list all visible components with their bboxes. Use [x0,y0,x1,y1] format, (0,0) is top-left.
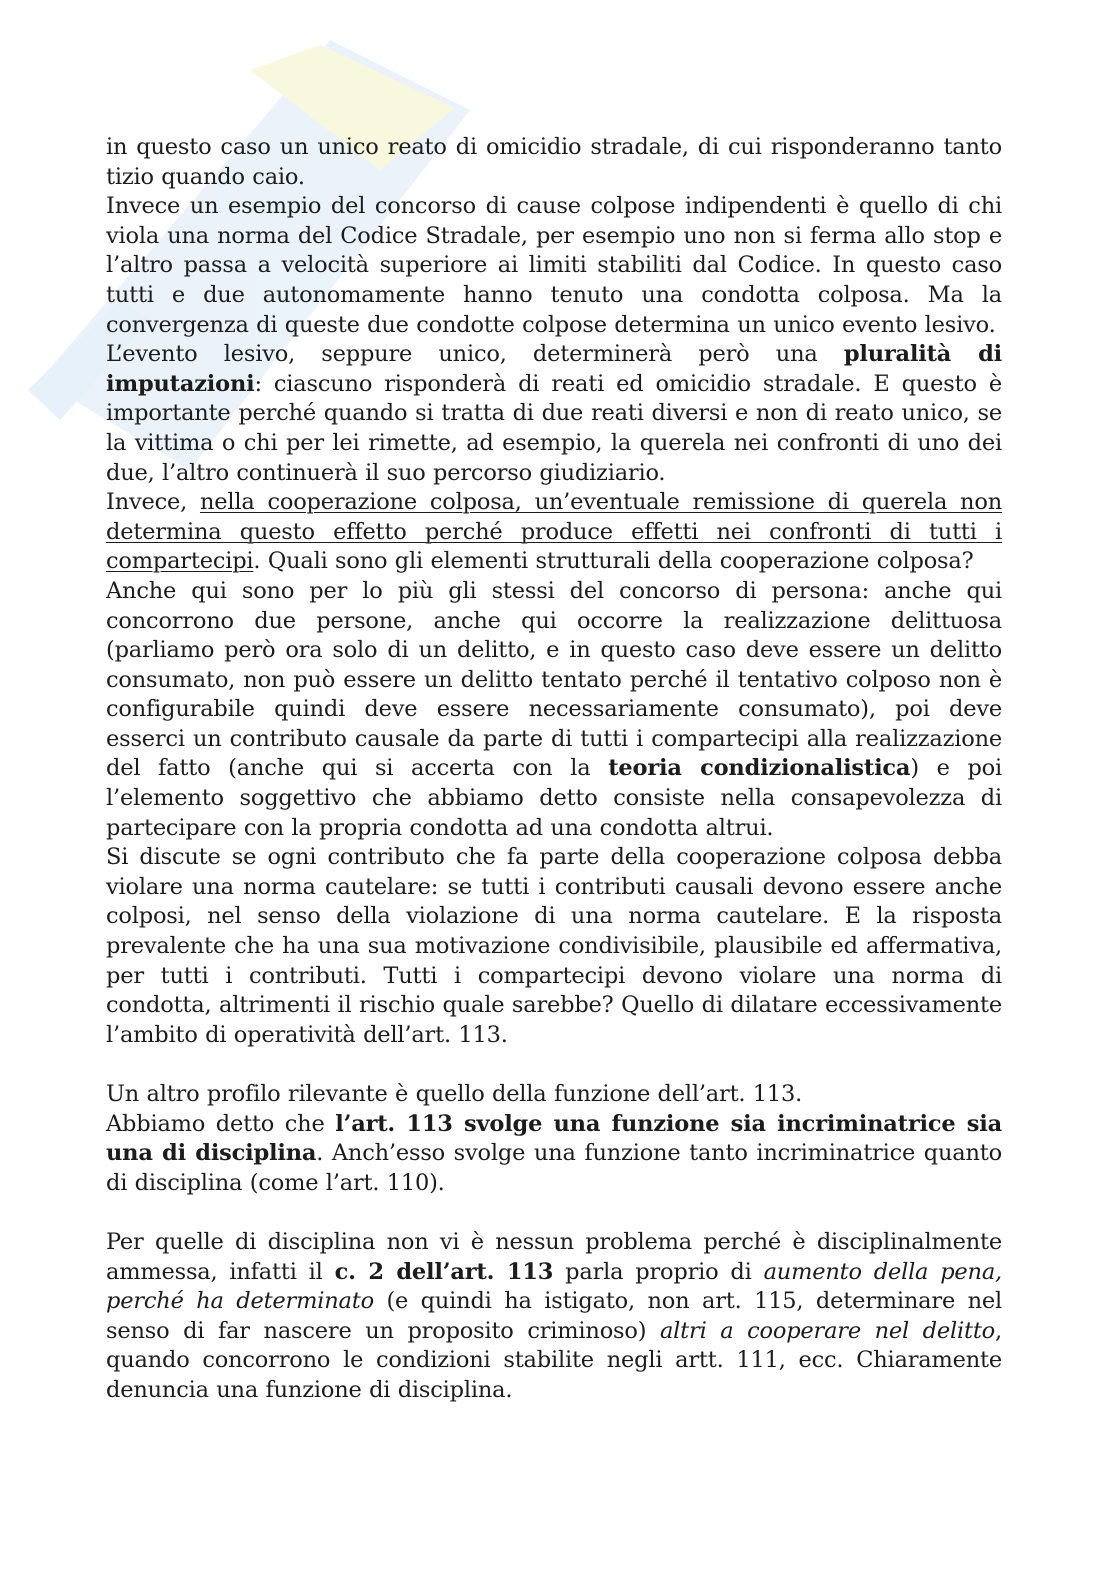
paragraph-9-italic-2: altri a cooperare nel delitto [659,1317,996,1344]
paragraph-3 [106,340,1002,488]
paragraph-4-text-2: . Quali sono gli elementi strutturali della cooperazione colposa? [253,548,974,575]
paragraph-9-text-1: Per quelle di disciplina non vi è nessun problema perché è disciplinalmente ammessa, infatti il [106,1228,1002,1285]
paragraph-1: in questo caso un unico reato di omicidio stradale, di cui risponderanno tanto tizio quando caio. [106,134,1002,190]
paragraph-9-bold: c. 2 dell’art. 113 [334,1258,554,1285]
paragraph-5-bold: teoria condizionalistica [608,755,911,782]
paragraph-5 [106,577,1002,843]
paragraph-4 [106,488,1002,577]
paragraph-3-text-2: : ciascuno risponderà di reati ed omicidio stradale. E questo è importante perché quando si tratta di due reati diversi e non di reato unico, se la vittima o chi per lei rimette, ad esempio, la querela nei confronti di uno dei due, l’altro continuerà il suo percorso giudiziario. [106,370,1002,486]
paragraph-3-text-1: L’evento lesivo, seppure unico, determinerà però una [106,341,844,368]
paragraph-9-text-2: parla proprio di [553,1258,764,1285]
paragraph-9 [106,1228,1002,1406]
paragraph-2: Invece un esempio del concorso di cause colpose indipendenti è quello di chi viola una norma del Codice Stradale, per esempio uno non si ferma allo stop e l’altro passa a velocità superiore ai limiti stabiliti dal Codice. In questo caso tutti e due autonomamente hanno tenuto una condotta colposa. Ma la convergenza di queste due condotte colpose determina un unico evento lesivo. [106,193,1002,338]
paragraph-9-italic-1: aumento della pena, perché ha determinato [106,1258,1002,1315]
paragraph-8-text-2: . Anch’esso svolge una funzione tanto incriminatrice quanto di disciplina (come l’art. 110). [106,1140,1002,1196]
document-body [106,133,1002,1406]
paragraph-8-bold: l’art. 113 svolge una funzione sia incriminatrice sia una di disciplina [106,1110,1002,1167]
paragraph-3-bold: pluralità di imputazioni [106,341,1002,397]
paragraph-4-underlined: nella cooperazione colposa, un’eventuale remissione di querela non determina questo effetto perché produce effetti nei confronti di tutti i compartecipi [106,489,1002,575]
paragraph-7: Un altro profilo rilevante è quello della funzione dell’art. 113. [106,1081,803,1107]
paragraph-5-text-2: ) e poi l’elemento soggettivo che abbiamo detto consiste nella consapevolezza di partecipare con la propria condotta ad una condotta altrui. [106,755,1002,841]
paragraph-6: Si discute se ogni contributo che fa parte della cooperazione colposa debba violare una norma cautelare: se tutti i contributi causali devono essere anche colposi, nel senso della violazione di una norma cautelare. E la risposta prevalente che ha una sua motivazione condivisibile, plausibile ed affermativa, per tutti i contributi. Tutti i compartecipi devono violare una norma di condotta, altrimenti il rischio quale sarebbe? Quello di dilatare eccessivamente l’ambito di operatività dell’art. 113. [106,844,1002,1048]
paragraph-5-text-1: Anche qui sono per lo più gli stessi del concorso di persona: anche qui concorrono due persone, anche qui occorre la realizzazione delittuosa (parliamo però ora solo di un delitto, e in questo caso deve essere un delitto consumato, non può essere un delitto tentato perché il tentativo colposo non è configurabile quindi deve essere necessariamente consumato), poi deve esserci un contributo causale da parte di tutti i compartecipi alla realizzazione del fatto (anche qui si accerta con la [106,577,1002,782]
paragraph-gap [106,1050,1002,1080]
paragraph-9-text-4: , quando concorrono le condizioni stabilite negli artt. 111, ecc. Chiaramente denuncia una funzione di disciplina. [106,1317,1002,1403]
paragraph-8-text-1: Abbiamo detto che [106,1110,336,1137]
paragraph-9-text-3: (e quindi ha istigato, non art. 115, determinare nel senso di far nascere un proposito criminoso) [106,1288,1002,1344]
paragraph-8 [106,1110,1002,1199]
paragraph-4-text-1: Invece, [106,489,200,516]
paragraph-gap [106,1198,1002,1228]
